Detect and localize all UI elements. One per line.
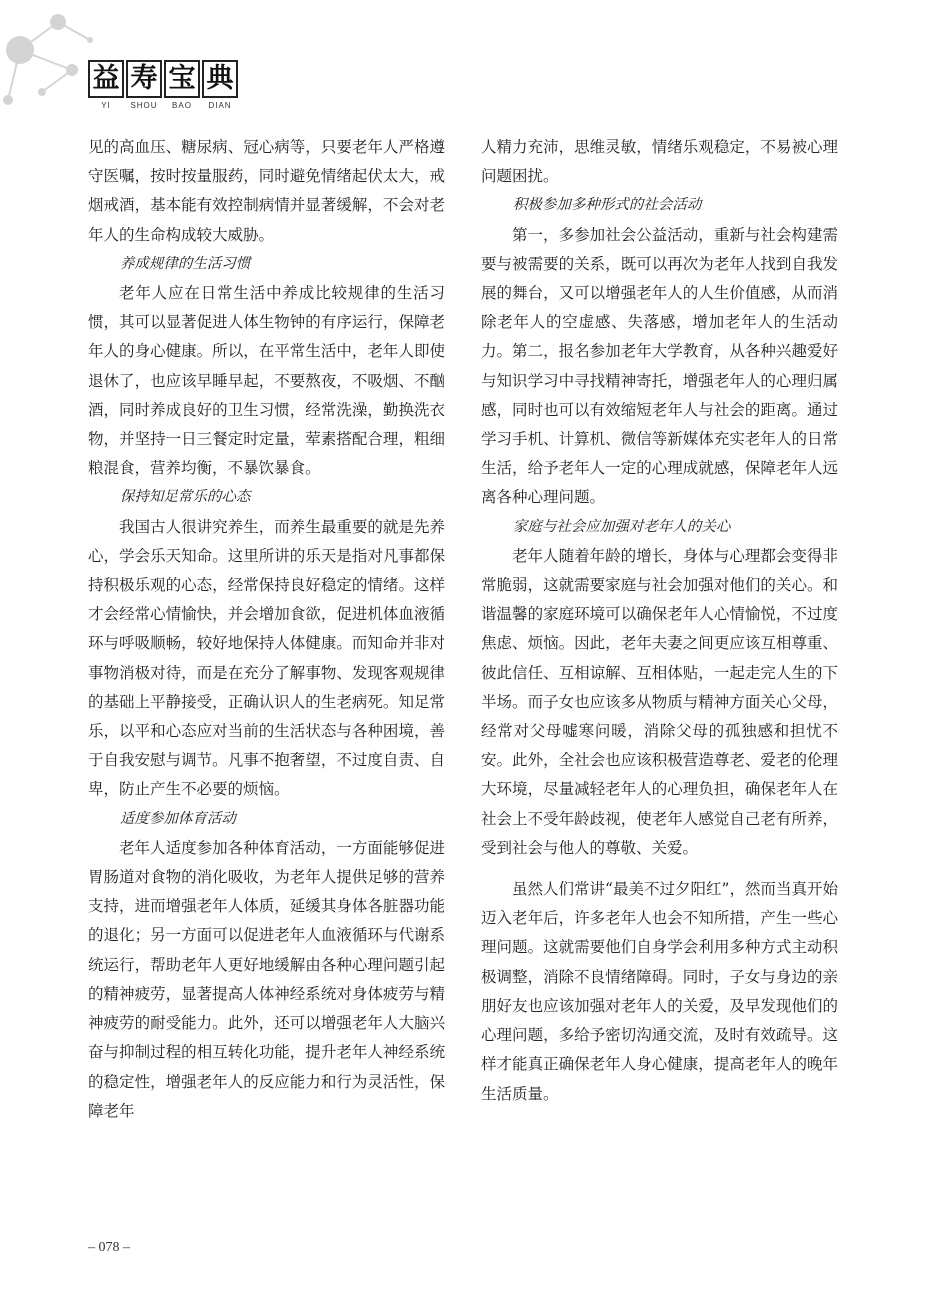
section-heading: 积极参加多种形式的社会活动: [512, 197, 702, 214]
title-char: 典: [202, 60, 238, 98]
paragraph: 老年人随着年龄的增长，身体与心理都会变得非常脆弱，这就需要家庭与社会加强对他们的关心。和谐温馨的家庭环境可以确保老年人心情愉悦，不过度焦虑、烦恼。因此，老年夫妻之间更应该互相尊重、彼此信任、互相谅解、互相体贴，一起走完人生的下半场。而子女也应该多从物质与精神方面关心父母，经常对父母嘘寒问暖，消除父母的孤独感和担忧不安。此外，全社会也应该积极营造尊老、爱老的伦理大环境，尽量减轻老年人的心理负担，确保老年人在社会上不受年龄歧视，使老年人感觉自己老有所养，受到社会与他人的尊敬、关爱。: [481, 546, 838, 857]
pinyin-syllable: BAO: [172, 101, 192, 110]
section-heading: 养成规律的生活习惯: [119, 255, 251, 272]
paragraph: 见的高血压、糖尿病、冠心病等，只要老年人严格遵守医嘱，按时按量服药，同时避免情绪起伏太大，戒烟戒酒，基本能有效控制病情并显著缓解，不会对老年人的生命构成较大威胁。: [88, 138, 445, 244]
paragraph: 虽然人们常讲“最美不过夕阳红”，然而当真开始迈入老年后，许多老年人也会不知所措，产生一些心理问题。这就需要他们自身学会利用多种方式主动积极调整，消除不良情绪障碍。同时，子女与身边的亲朋好友也应该加强对老年人的关爱，及早发现他们的心理问题，多给予密切沟通交流，及时有效疏导。这样才能真正确保老年人身心健康，提高老年人的晚年生活质量。: [481, 880, 838, 1103]
paragraph: 老年人适度参加各种体育活动，一方面能够促进胃肠道对食物的消化吸收，为老年人提供足够的营养支持，进而增强老年人体质，延缓其身体各脏器功能的退化；另一方面可以促进老年人血液循环与代谢系统运行，帮助老年人更好地缓解由各种心理问题引起的精神疲劳，显著提高人体神经系统对身体疲劳与精神疲劳的耐受能力。此外，还可以增强老年人大脑兴奋与抑制过程的相互转化功能，提升老年人神经系统的稳定性，增强老年人的反应能力和行为灵活性，保障老年: [88, 838, 445, 1120]
paragraph: 第一，多参加社会公益活动，重新与社会构建需要与被需要的关系，既可以再次为老年人找到自我发展的舞台，又可以增强老年人的人生价值感，从而消除老年人的空虚感、失落感，增加老年人的生活动力。第二，报名参加老年大学教育，从各种兴趣爱好与知识学习中寻找精神寄托，增强老年人的心理归属感，同时也可以有效缩短老年人与社会的距离。通过学习手机、计算机、微信等新媒体充实老年人的日常生活，给予老年人一定的心理成就感，保障老年人远离各种心理问题。: [481, 225, 838, 507]
section-heading: 适度参加体育活动: [119, 810, 236, 827]
page-number: – 078 –: [88, 1240, 130, 1255]
section-heading: 保持知足常乐的心态: [119, 489, 251, 506]
title-char: 寿: [126, 60, 162, 98]
pinyin-syllable: SHOU: [130, 101, 158, 110]
book-header: [88, 60, 238, 110]
title-char: 宝: [164, 60, 200, 98]
paragraph: 老年人应在日常生活中养成比较规律的生活习惯，其可以显著促进人体生物钟的有序运行，保障老年人的身心健康。所以，在平常生活中，老年人即使退休了，也应该早睡早起，不要熬夜，不吸烟、不酗酒，同时养成良好的卫生习惯，经常洗澡，勤换洗衣物，并坚持一日三餐定时定量，荤素搭配合理，粗细粮混食，营养均衡，不暴饮暴食。: [88, 284, 445, 478]
pinyin-syllable: YI: [101, 101, 111, 110]
book-title: [88, 60, 238, 98]
paragraph: 人精力充沛，思维灵敏，情绪乐观稳定，不易被心理问题困扰。: [481, 138, 838, 186]
title-pinyin: [88, 101, 238, 110]
pinyin-syllable: DIAN: [208, 101, 232, 110]
right-column: [481, 133, 838, 1109]
paragraph: 我国古人很讲究养生，而养生最重要的就是先养心，学会乐天知命。这里所讲的乐天是指对凡事都保持积极乐观的心态，经常保持良好稳定的情绪。这样才会经常心情愉快，并会增加食欲，促进机体血液循环与呼吸顺畅，较好地保持人体健康。而知命并非对事物消极对待，而是在充分了解事物、发现客观规律的基础上平静接受，正确认识人的生老病死。知足常乐，以平和心态应对当前的生活状态与各种困境，善于自我安慰与调节。凡事不抱奢望，不过度自责、自卑，防止产生不必要的烦恼。: [88, 517, 445, 799]
left-column: [88, 133, 445, 1126]
section-heading: 家庭与社会应加强对老年人的关心: [512, 518, 731, 535]
title-char: 益: [88, 60, 124, 98]
